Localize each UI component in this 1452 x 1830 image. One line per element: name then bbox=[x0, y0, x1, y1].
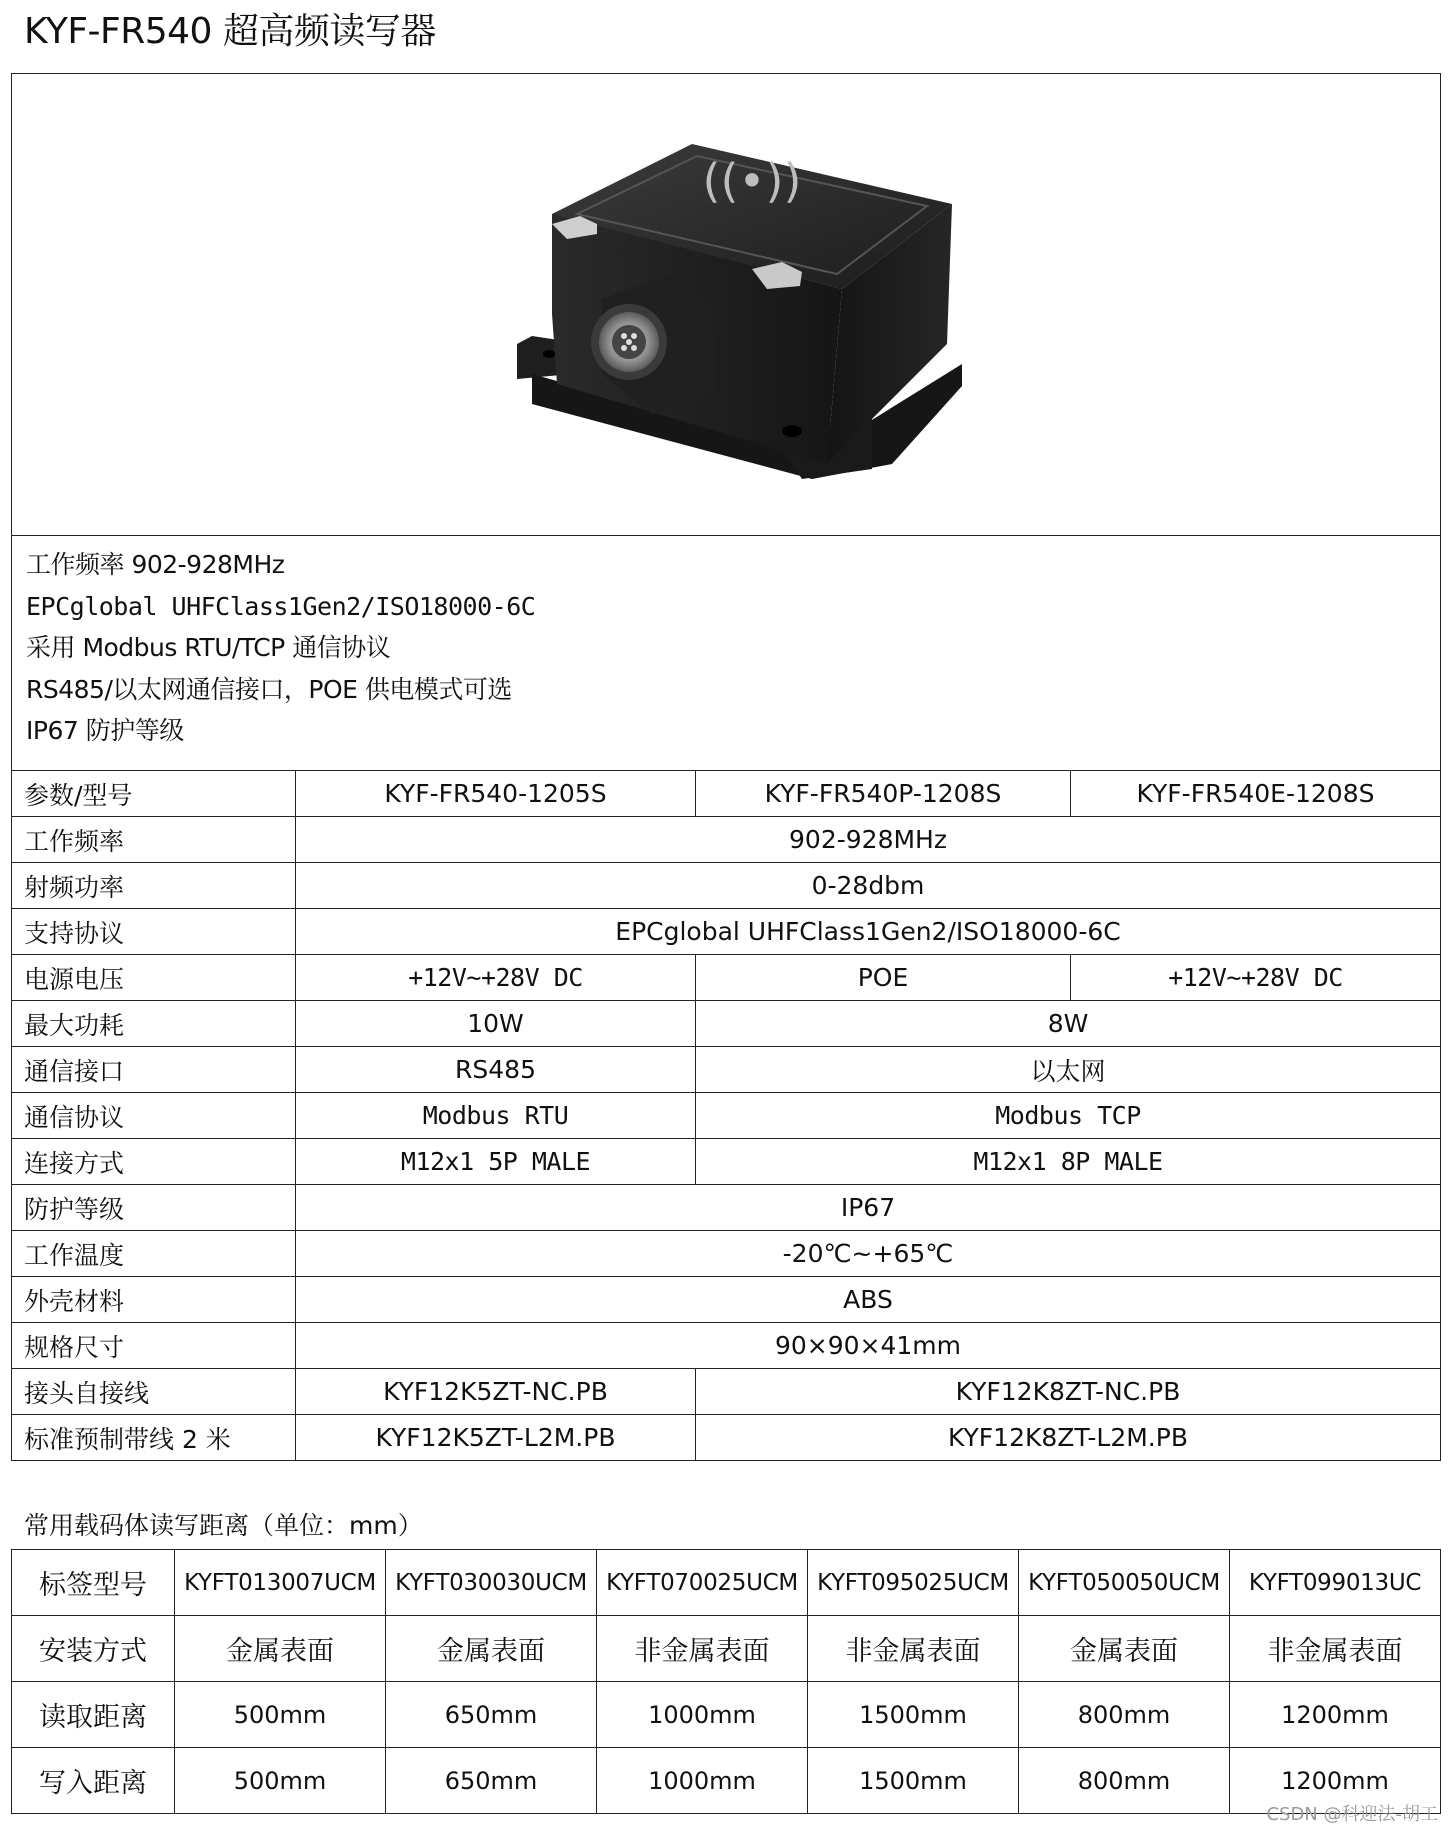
read-distance: 1200mm bbox=[1230, 1682, 1441, 1748]
row-label: 外壳材料 bbox=[12, 1277, 296, 1323]
row-label: 通信协议 bbox=[12, 1093, 296, 1139]
watermark: CSDN @科迎法-胡工 bbox=[1266, 1804, 1438, 1825]
row-label: 安装方式 bbox=[12, 1616, 175, 1682]
cell-value: Modbus TCP bbox=[696, 1093, 1441, 1139]
model-1: KYF-FR540-1205S bbox=[296, 771, 696, 817]
cell-value: KYF12K8ZT-L2M.PB bbox=[696, 1415, 1441, 1461]
cell-value: POE bbox=[696, 955, 1071, 1001]
wave-symbol: ((•)) bbox=[702, 154, 802, 208]
row-label: 参数/型号 bbox=[12, 771, 296, 817]
cell-value: KYF12K8ZT-NC.PB bbox=[696, 1369, 1441, 1415]
model-3: KYF-FR540E-1208S bbox=[1071, 771, 1441, 817]
cell-value: 90×90×41mm bbox=[296, 1323, 1441, 1369]
cell-value: -20℃~+65℃ bbox=[296, 1231, 1441, 1277]
row-label: 规格尺寸 bbox=[12, 1323, 296, 1369]
mount-type: 非金属表面 bbox=[597, 1616, 808, 1682]
distance-heading: 常用载码体读写距离（单位：mm） bbox=[24, 1511, 423, 1540]
mount-type: 非金属表面 bbox=[1230, 1616, 1441, 1682]
row-label: 通信接口 bbox=[12, 1047, 296, 1093]
cell-value: RS485 bbox=[296, 1047, 696, 1093]
mount-type: 金属表面 bbox=[386, 1616, 597, 1682]
row-label: 接头自接线 bbox=[12, 1369, 296, 1415]
cell-value: ABS bbox=[296, 1277, 1441, 1323]
write-distance: 800mm bbox=[1019, 1748, 1230, 1814]
row-label: 标签型号 bbox=[12, 1550, 175, 1616]
product-image bbox=[12, 74, 1441, 529]
tag-model: KYFT050050UCM bbox=[1019, 1550, 1230, 1616]
write-distance: 1000mm bbox=[597, 1748, 808, 1814]
row-label: 工作温度 bbox=[12, 1231, 296, 1277]
tag-model: KYFT030030UCM bbox=[386, 1550, 597, 1616]
cell-value: M12x1 8P MALE bbox=[696, 1139, 1441, 1185]
cell-value: 10W bbox=[296, 1001, 696, 1047]
row-label: 支持协议 bbox=[12, 909, 296, 955]
read-distance: 500mm bbox=[175, 1682, 386, 1748]
cell-value: EPCglobal UHFClass1Gen2/ISO18000-6C bbox=[296, 909, 1441, 955]
read-distance: 800mm bbox=[1019, 1682, 1230, 1748]
read-distance: 1500mm bbox=[808, 1682, 1019, 1748]
mount-type: 金属表面 bbox=[1019, 1616, 1230, 1682]
feature-line: 工作频率 902-928MHz bbox=[26, 550, 285, 579]
row-label: 写入距离 bbox=[12, 1748, 175, 1814]
row-label: 读取距离 bbox=[12, 1682, 175, 1748]
cell-value: 8W bbox=[696, 1001, 1441, 1047]
product-photo-cell bbox=[12, 74, 1441, 536]
row-label: 连接方式 bbox=[12, 1139, 296, 1185]
cell-value: Modbus RTU bbox=[296, 1093, 696, 1139]
feature-line: RS485/以太网通信接口，POE 供电模式可选 bbox=[26, 674, 512, 704]
read-distance: 650mm bbox=[386, 1682, 597, 1748]
distance-table bbox=[11, 1549, 1441, 1814]
row-label: 电源电压 bbox=[12, 955, 296, 1001]
tag-model: KYFT070025UCM bbox=[597, 1550, 808, 1616]
row-label: 射频功率 bbox=[12, 863, 296, 909]
cell-value: 以太网 bbox=[696, 1047, 1441, 1093]
cell-value: M12x1 5P MALE bbox=[296, 1139, 696, 1185]
write-distance: 1500mm bbox=[808, 1748, 1019, 1814]
cell-value: 0-28dbm bbox=[296, 863, 1441, 909]
cell-value: 902-928MHz bbox=[296, 817, 1441, 863]
tag-model: KYFT095025UCM bbox=[808, 1550, 1019, 1616]
feature-line: IP67 防护等级 bbox=[26, 716, 184, 745]
write-distance: 1200mm bbox=[1230, 1748, 1441, 1814]
row-label: 防护等级 bbox=[12, 1185, 296, 1231]
cell-value: KYF12K5ZT-NC.PB bbox=[296, 1369, 696, 1415]
row-label: 最大功耗 bbox=[12, 1001, 296, 1047]
features-cell bbox=[12, 536, 1441, 771]
row-label: 标准预制带线 2 米 bbox=[12, 1415, 296, 1461]
model-2: KYF-FR540P-1208S bbox=[696, 771, 1071, 817]
cell-value: KYF12K5ZT-L2M.PB bbox=[296, 1415, 696, 1461]
mount-type: 金属表面 bbox=[175, 1616, 386, 1682]
feature-line: EPCglobal UHFClass1Gen2/ISO18000-6C bbox=[26, 591, 536, 621]
row-label: 工作频率 bbox=[12, 817, 296, 863]
write-distance: 500mm bbox=[175, 1748, 386, 1814]
tag-model: KYFT013007UCM bbox=[175, 1550, 386, 1616]
spec-table bbox=[11, 73, 1441, 1461]
mount-type: 非金属表面 bbox=[808, 1616, 1019, 1682]
cell-value: IP67 bbox=[296, 1185, 1441, 1231]
page-title: KYF-FR540 超高频读写器 bbox=[24, 11, 436, 52]
cell-value: +12V~+28V DC bbox=[296, 955, 696, 1001]
tag-model: KYFT099013UC bbox=[1230, 1550, 1441, 1616]
feature-line: 采用 Modbus RTU/TCP 通信协议 bbox=[26, 633, 391, 662]
write-distance: 650mm bbox=[386, 1748, 597, 1814]
cell-value: +12V~+28V DC bbox=[1071, 955, 1441, 1001]
read-distance: 1000mm bbox=[597, 1682, 808, 1748]
